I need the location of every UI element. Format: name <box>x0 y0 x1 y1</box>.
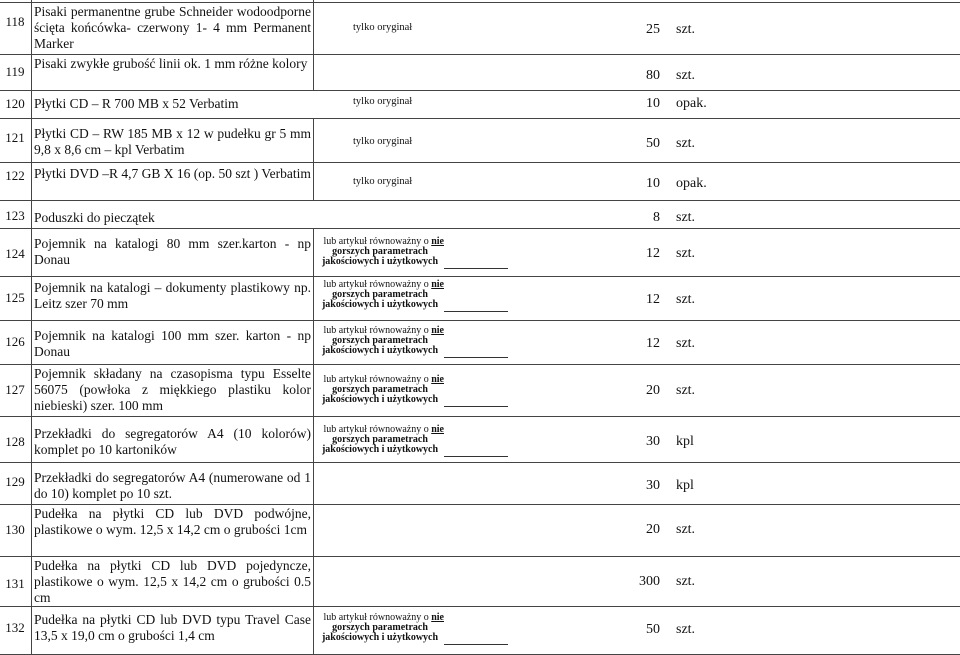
unit: szt. <box>676 246 696 261</box>
row-separator <box>0 90 960 91</box>
row-separator <box>0 162 960 163</box>
item-description: Pisaki zwykłe grubość linii ok. 1 mm różne kolory <box>34 56 308 71</box>
quantity: 8 <box>653 210 660 225</box>
condition-line-1-emphasis: nie <box>431 236 444 247</box>
condition-line-1-text: lub artykuł równoważny o <box>323 374 432 385</box>
quantity: 20 <box>646 383 660 398</box>
row-number: 122 <box>5 168 25 183</box>
equivalent-condition-note <box>316 375 444 405</box>
quantity: 12 <box>646 336 660 351</box>
condition-line-1-emphasis: nie <box>431 424 444 435</box>
item-description: Pojemnik na katalogi 100 mm szer. karton - np Donau <box>34 328 311 359</box>
condition-line-2: gorszych parametrach <box>332 289 428 300</box>
row-number: 129 <box>5 474 25 489</box>
item-description: Pudełka na płytki CD lub DVD typu Travel Case 13,5 x 19,0 cm o grubości 1,4 cm <box>34 612 311 643</box>
col-divider-desc-b <box>313 118 314 200</box>
condition-line-3: jakościowych i użytkowych <box>321 632 439 643</box>
condition-line-1-emphasis: nie <box>431 279 444 290</box>
equivalent-condition-note <box>316 425 444 455</box>
item-description: Pojemnik składany na czasopisma typu Esselte 56075 (powłoka z miękkiego plastiku kolor niebieski) szer. 100 mm <box>34 366 311 413</box>
col-divider-desc <box>313 0 314 90</box>
quantity: 50 <box>646 622 660 637</box>
row-number: 118 <box>5 14 25 29</box>
item-description: Pojemnik na katalogi – dokumenty plastikowy np. Leitz szer 70 mm <box>34 280 311 311</box>
item-description: Poduszki do pieczątek <box>34 210 155 225</box>
row-separator <box>0 2 960 3</box>
row-separator <box>0 606 960 607</box>
quantity: 25 <box>646 22 660 37</box>
row-number: 130 <box>5 522 25 537</box>
item-description: Przekładki do segregatorów A4 (10 kolorów) komplet po 10 kartoników <box>34 426 311 457</box>
item-description: Płytki CD – R 700 MB x 52 Verbatim <box>34 96 239 111</box>
quantity: 50 <box>646 136 660 151</box>
condition-line-3: jakościowych i użytkowych <box>321 444 439 455</box>
unit: opak. <box>676 176 707 191</box>
unit: szt. <box>676 292 696 307</box>
unit: szt. <box>676 383 696 398</box>
row-separator <box>0 200 960 201</box>
condition-line-2: gorszych parametrach <box>332 246 428 257</box>
unit: szt. <box>676 68 696 83</box>
condition-line-1-text: lub artykuł równoważny o <box>323 424 432 435</box>
row-number: 126 <box>5 334 25 349</box>
original-only-note: tylko oryginał <box>353 22 413 33</box>
unit: szt. <box>676 210 696 225</box>
condition-line-1-text: lub artykuł równoważny o <box>323 279 432 290</box>
condition-line-1-emphasis: nie <box>431 325 444 336</box>
equivalent-condition-note <box>316 326 444 356</box>
quantity: 12 <box>646 246 660 261</box>
condition-line-1-emphasis: nie <box>431 612 444 623</box>
quantity: 30 <box>646 434 660 449</box>
row-number: 124 <box>5 246 25 261</box>
item-description: Pojemnik na katalogi 80 mm szer.karton - np Donau <box>34 236 311 267</box>
item-description: Płytki DVD –R 4,7 GB X 16 (op. 50 szt ) Verbatim <box>34 166 311 181</box>
item-description: Pudełka na płytki CD lub DVD podwójne, plastikowe o wym. 12,5 x 14,2 cm o grubości 1cm <box>34 506 311 537</box>
row-separator <box>0 118 960 119</box>
col-divider-desc-c <box>313 228 314 655</box>
row-number: 125 <box>5 290 25 305</box>
condition-line-1-text: lub artykuł równoważny o <box>323 612 432 623</box>
unit: kpl <box>676 434 694 449</box>
unit: szt. <box>676 22 696 37</box>
condition-underline <box>444 456 508 457</box>
row-number: 132 <box>5 620 25 635</box>
unit: szt. <box>676 522 696 537</box>
row-number: 121 <box>5 130 25 145</box>
row-separator <box>0 416 960 417</box>
row-number: 119 <box>5 64 25 79</box>
condition-underline <box>444 406 508 407</box>
equivalent-condition-note <box>316 613 444 643</box>
row-separator <box>0 364 960 365</box>
condition-line-3: jakościowych i użytkowych <box>321 345 439 356</box>
condition-underline <box>444 357 508 358</box>
condition-line-2: gorszych parametrach <box>332 335 428 346</box>
condition-line-3: jakościowych i użytkowych <box>321 394 439 405</box>
item-description: Pudełka na płytki CD lub DVD pojedyncze, plastikowe o wym. 12,5 x 14,2 cm o grubości 0.5 cm <box>34 558 311 605</box>
row-separator <box>0 504 960 505</box>
quantity: 300 <box>639 574 660 589</box>
item-description: Przekładki do segregatorów A4 (numerowane od 1 do 10) komplet po 10 szt. <box>34 470 311 501</box>
row-separator <box>0 556 960 557</box>
condition-line-2: gorszych parametrach <box>332 622 428 633</box>
row-number: 131 <box>5 576 25 591</box>
row-number: 120 <box>5 96 25 111</box>
unit: szt. <box>676 136 696 151</box>
quantity: 12 <box>646 292 660 307</box>
row-number: 123 <box>5 208 25 223</box>
item-description: Pisaki permanentne grube Schneider wodoodporne ścięta końcówka- czerwony 1- 4 mm Permanent Marker <box>34 4 311 51</box>
quantity: 30 <box>646 478 660 493</box>
quantity: 10 <box>646 96 660 111</box>
condition-line-3: jakościowych i użytkowych <box>321 299 439 310</box>
condition-line-2: gorszych parametrach <box>332 434 428 445</box>
row-separator <box>0 462 960 463</box>
unit: kpl <box>676 478 694 493</box>
quantity: 10 <box>646 176 660 191</box>
item-description: Płytki CD – RW 185 MB x 12 w pudełku gr 5 mm 9,8 x 8,6 cm – kpl Verbatim <box>34 126 311 157</box>
row-number: 127 <box>5 382 25 397</box>
condition-line-1-text: lub artykuł równoważny o <box>323 236 432 247</box>
unit: szt. <box>676 622 696 637</box>
unit: szt. <box>676 574 696 589</box>
unit: opak. <box>676 96 707 111</box>
row-number: 128 <box>5 434 25 449</box>
quantity: 20 <box>646 522 660 537</box>
original-only-note: tylko oryginał <box>353 96 413 107</box>
condition-line-3: jakościowych i użytkowych <box>321 256 439 267</box>
condition-underline <box>444 311 508 312</box>
row-separator <box>0 228 960 229</box>
row-separator <box>0 276 960 277</box>
condition-underline <box>444 268 508 269</box>
unit: szt. <box>676 336 696 351</box>
row-separator <box>0 54 960 55</box>
equivalent-condition-note <box>316 237 444 267</box>
condition-line-2: gorszych parametrach <box>332 384 428 395</box>
row-separator <box>0 320 960 321</box>
equivalent-condition-note <box>316 280 444 310</box>
original-only-note: tylko oryginał <box>353 176 413 187</box>
condition-line-1-emphasis: nie <box>431 374 444 385</box>
quantity: 80 <box>646 68 660 83</box>
original-only-note: tylko oryginał <box>353 136 413 147</box>
condition-line-1-text: lub artykuł równoważny o <box>323 325 432 336</box>
condition-underline <box>444 644 508 645</box>
